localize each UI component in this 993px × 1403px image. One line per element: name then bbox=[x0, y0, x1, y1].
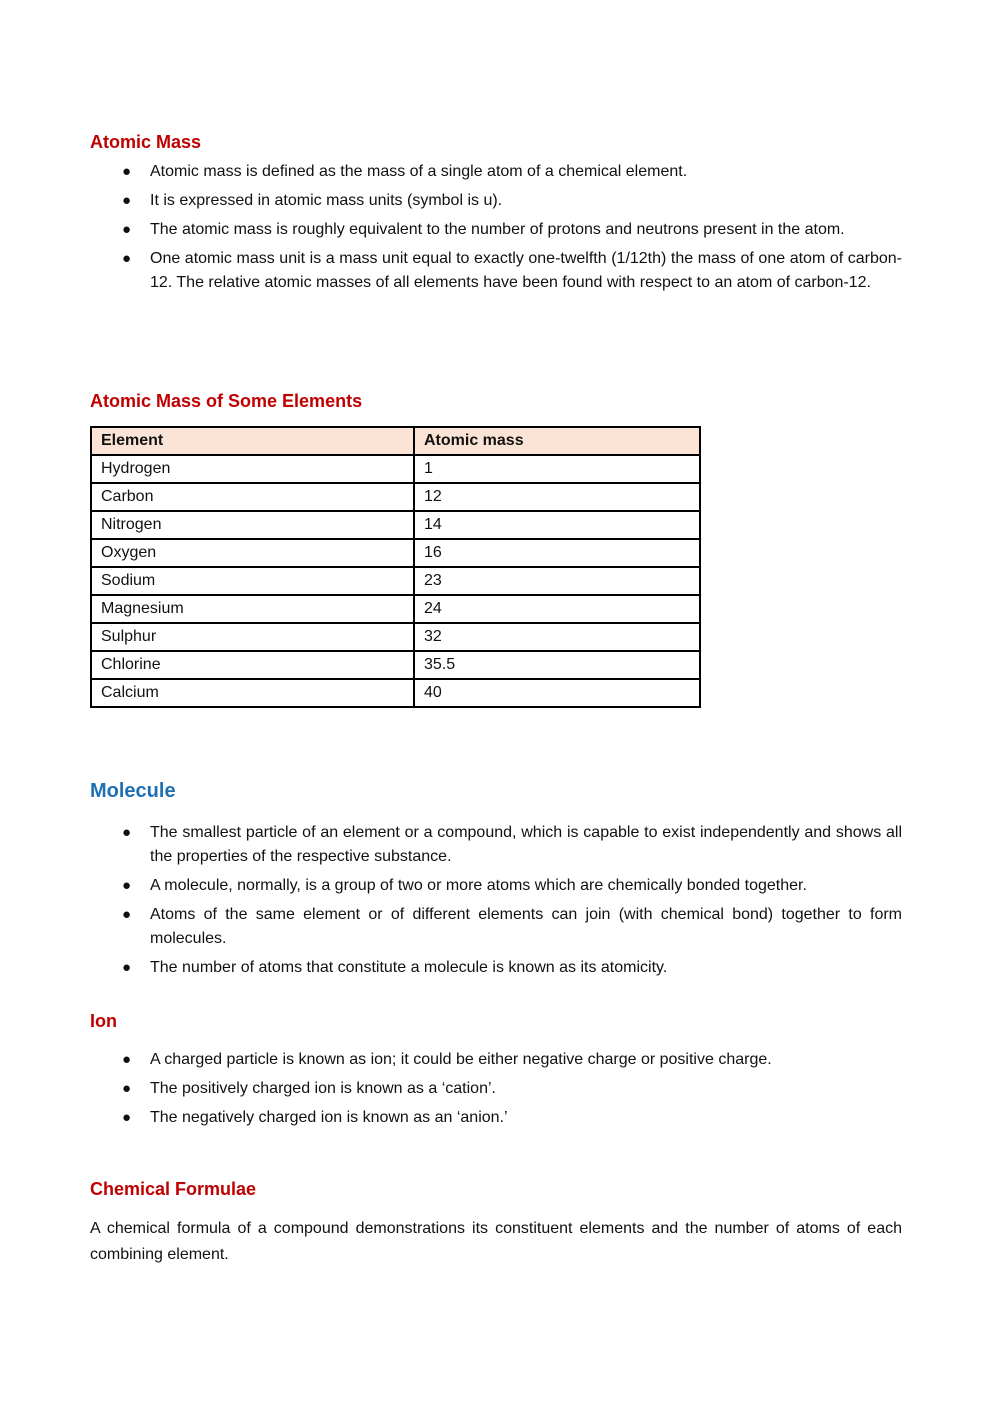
bullet-icon: ● bbox=[122, 1051, 132, 1068]
bullet-icon: ● bbox=[122, 959, 132, 976]
mass-cell: 14 bbox=[414, 511, 700, 539]
table-row bbox=[91, 651, 700, 679]
element-cell: Magnesium bbox=[91, 595, 414, 623]
element-cell: Chlorine bbox=[91, 651, 414, 679]
list-item: ● The atomic mass is roughly equivalent to the number of protons and neutrons present in the atom. bbox=[90, 218, 902, 242]
molecule-heading: Molecule bbox=[90, 780, 176, 802]
list-item: ● The negatively charged ion is known as an ‘anion.’ bbox=[90, 1106, 902, 1130]
element-cell: Nitrogen bbox=[91, 511, 414, 539]
ion-list bbox=[90, 1048, 902, 1135]
table-heading: Atomic Mass of Some Elements bbox=[90, 391, 363, 411]
table-row bbox=[91, 567, 700, 595]
table-row bbox=[91, 539, 700, 567]
list-item: ● A molecule, normally, is a group of two or more atoms which are chemically bonded together. bbox=[90, 874, 902, 898]
element-cell: Oxygen bbox=[91, 539, 414, 567]
bullet-icon: ● bbox=[122, 824, 132, 841]
table-row bbox=[91, 483, 700, 511]
molecule-list bbox=[90, 821, 902, 985]
atomic-mass-table bbox=[90, 426, 701, 708]
bullet-icon: ● bbox=[122, 1080, 132, 1097]
element-cell: Carbon bbox=[91, 483, 414, 511]
mass-cell: 40 bbox=[414, 679, 700, 707]
bullet-icon: ● bbox=[122, 1109, 132, 1126]
chemical-formulae-heading: Chemical Formulae bbox=[90, 1179, 257, 1199]
atomic-mass-list bbox=[90, 160, 902, 300]
list-item: ● One atomic mass unit is a mass unit equal to exactly one-twelfth (1/12th) the mass of one atom of carbon-12. The relative atomic masses of all elements have been found with respect to an atom of carbon-12. bbox=[90, 247, 902, 295]
list-item: ● It is expressed in atomic mass units (symbol is u). bbox=[90, 189, 902, 213]
mass-cell: 23 bbox=[414, 567, 700, 595]
element-cell: Sulphur bbox=[91, 623, 414, 651]
element-cell: Sodium bbox=[91, 567, 414, 595]
bullet-icon: ● bbox=[122, 192, 132, 209]
bullet-icon: ● bbox=[122, 250, 132, 267]
table-row bbox=[91, 623, 700, 651]
column-header-atomic-mass: Atomic mass bbox=[414, 427, 700, 455]
bullet-icon: ● bbox=[122, 163, 132, 180]
list-item: ● The positively charged ion is known as a ‘cation’. bbox=[90, 1077, 902, 1101]
bullet-icon: ● bbox=[122, 877, 132, 894]
list-item: ● Atomic mass is defined as the mass of a single atom of a chemical element. bbox=[90, 160, 902, 184]
table-row bbox=[91, 679, 700, 707]
chemical-formulae-paragraph: A chemical formula of a compound demonstrations its constituent elements and the number of atoms of each combining element. bbox=[90, 1220, 902, 1263]
mass-cell: 12 bbox=[414, 483, 700, 511]
bullet-icon: ● bbox=[122, 221, 132, 238]
list-item: ● The number of atoms that constitute a molecule is known as its atomicity. bbox=[90, 956, 902, 980]
bullet-icon: ● bbox=[122, 906, 132, 923]
table-row bbox=[91, 595, 700, 623]
mass-cell: 35.5 bbox=[414, 651, 700, 679]
list-item: ● The smallest particle of an element or a compound, which is capable to exist independently and shows all the properties of the respective substance. bbox=[90, 821, 902, 869]
column-header-element: Element bbox=[91, 427, 414, 455]
mass-cell: 16 bbox=[414, 539, 700, 567]
element-cell: Calcium bbox=[91, 679, 414, 707]
atomic-mass-heading: Atomic Mass bbox=[90, 132, 202, 152]
table-row bbox=[91, 455, 700, 483]
ion-heading: Ion bbox=[90, 1011, 117, 1031]
mass-cell: 1 bbox=[414, 455, 700, 483]
list-item: ● A charged particle is known as ion; it could be either negative charge or positive charge. bbox=[90, 1048, 902, 1072]
mass-cell: 24 bbox=[414, 595, 700, 623]
list-item: ● Atoms of the same element or of different elements can join (with chemical bond) together to form molecules. bbox=[90, 903, 902, 951]
element-cell: Hydrogen bbox=[91, 455, 414, 483]
table-header-row bbox=[91, 427, 700, 455]
mass-cell: 32 bbox=[414, 623, 700, 651]
table-row bbox=[91, 511, 700, 539]
